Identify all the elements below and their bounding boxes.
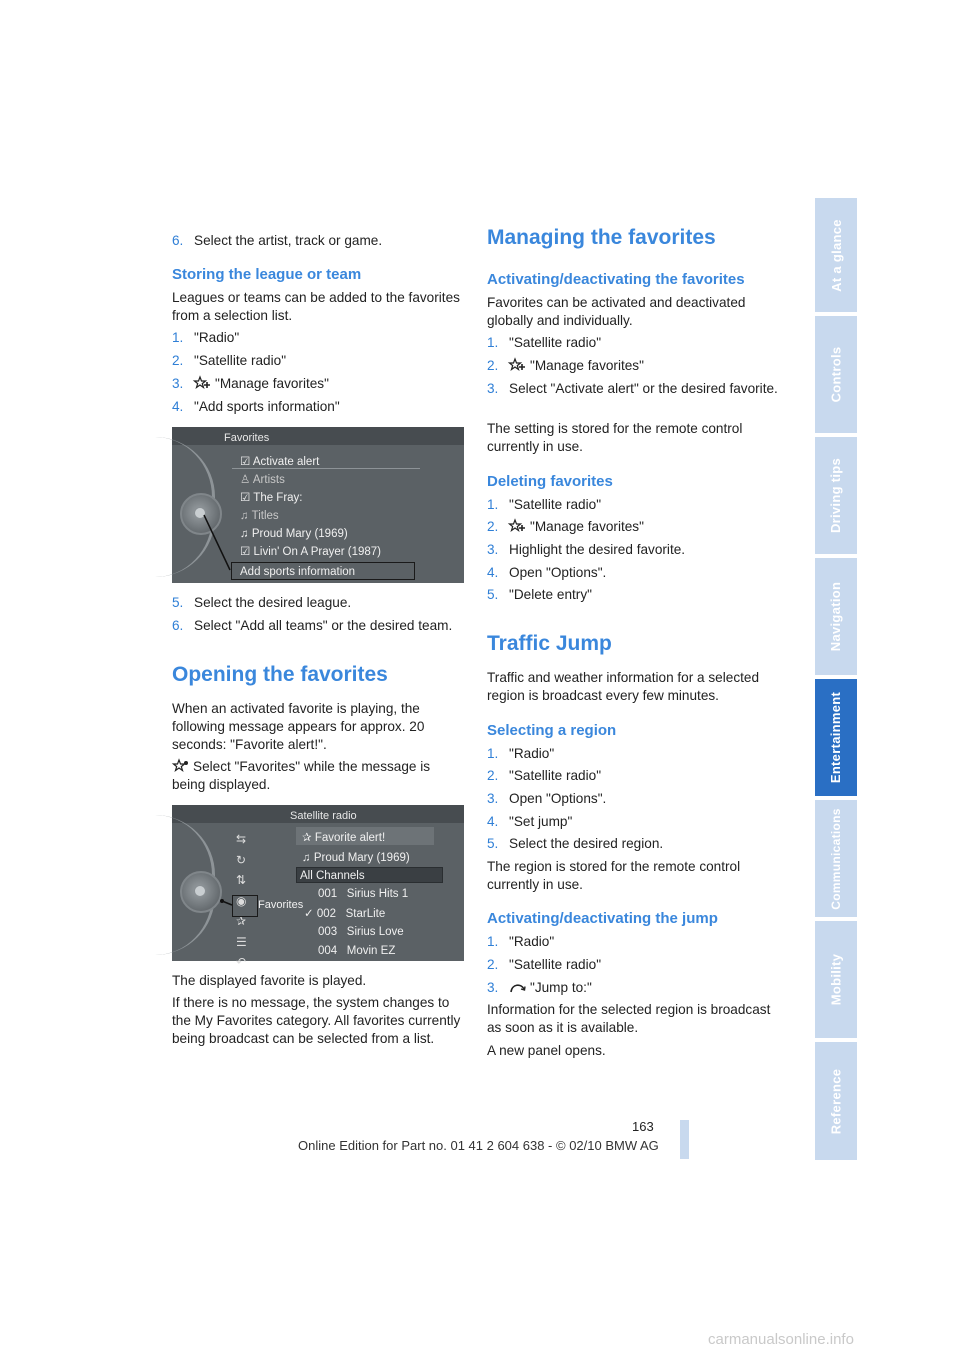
favorites-screen — [172, 427, 464, 583]
menu-item-highlighted: Add sports information — [240, 566, 356, 578]
paragraph: The region is stored for the remote control currently in use. — [487, 859, 741, 892]
channel-row: 003 Sirius Love — [318, 926, 404, 938]
list-item: 2. "Satellite radio" — [172, 353, 287, 368]
list-item: 1. "Radio" — [487, 746, 555, 761]
list-item: 4. "Add sports information" — [172, 399, 340, 414]
list-item: 6. Select "Add all teams" or the desired team. — [172, 618, 453, 633]
channel-row: ✓ 002 StarLite — [304, 908, 386, 920]
jump-icon: ↶ — [236, 955, 247, 969]
paragraph: Select "Favorites" while the message is being displayed. — [172, 759, 431, 792]
menu-item: ♫ Proud Mary (1969) — [240, 528, 348, 540]
watermark: carmanualsonline.info — [708, 1331, 854, 1348]
list-item: 2. "Manage favorites" — [487, 358, 644, 373]
chapter-tabs — [815, 198, 857, 1160]
channel-row: 001 Sirius Hits 1 — [318, 888, 409, 900]
paragraph: When an activated favorite is playing, the following message appears for approx. 20 seconds: "Favorite alert!". — [172, 701, 425, 752]
heading-traffic-jump: Traffic Jump — [487, 632, 612, 655]
screen-title: Satellite radio — [290, 810, 357, 822]
tab-driving-tips[interactable]: Driving tips — [815, 437, 857, 554]
menu-item: ☑ Livin' On A Prayer (1987) — [240, 546, 381, 558]
footer-bar — [680, 1120, 689, 1159]
paragraph: Favorites can be activated and deactivated globally and individually. — [487, 295, 746, 328]
list-item: 2. "Satellite radio" — [487, 768, 602, 783]
list-item: ✰ Favorite alert! — [302, 832, 386, 844]
manage-favorites-icon — [509, 358, 527, 372]
page-number: 163 — [632, 1119, 654, 1134]
paragraph: The setting is stored for the remote control currently in use. — [487, 421, 743, 454]
tab-at-a-glance[interactable]: At a glance — [815, 198, 857, 312]
list-item: 5. Select the desired region. — [487, 836, 664, 851]
manage-favorites-icon — [509, 519, 527, 533]
list-item: 2. "Manage favorites" — [487, 519, 644, 534]
heading-activating-jump: Activating/deactivating the jump — [487, 910, 718, 927]
tab-reference[interactable]: Reference — [815, 1042, 857, 1160]
tab-mobility[interactable]: Mobility — [815, 921, 857, 1038]
tab-communications[interactable]: Communications — [815, 800, 857, 917]
list-item: 3. Select "Activate alert" or the desired favorite. — [487, 381, 778, 396]
disc-icon: ◉ — [236, 893, 247, 908]
menu-item: ♫ Titles — [240, 510, 279, 522]
paragraph: Traffic and weather information for a selected region is broadcast every few minutes. — [487, 670, 760, 703]
list-item: 5. Select the desired league. — [172, 595, 352, 610]
list-item: 1. "Radio" — [487, 934, 555, 949]
heading-opening-favorites: Opening the favorites — [172, 663, 388, 686]
jump-icon — [509, 980, 527, 994]
favorites-icon — [172, 759, 190, 773]
list-item: 4. "Set jump" — [487, 814, 573, 829]
tab-entertainment[interactable]: Entertainment — [815, 679, 857, 796]
menu-item: ♙ Artists — [240, 474, 285, 486]
list-item: All Channels — [300, 870, 365, 882]
list-icon: ☰ — [236, 934, 247, 949]
screen-title: Favorites — [224, 432, 270, 444]
tab-navigation[interactable]: Navigation — [815, 558, 857, 675]
list-item: 3. "Manage favorites" — [172, 376, 329, 391]
callout-line — [172, 427, 464, 583]
list-item: 3. Open "Options". — [487, 791, 607, 806]
list-item: 1. "Satellite radio" — [487, 497, 602, 512]
paragraph: Information for the selected region is broadcast as soon as it is available. — [487, 1002, 771, 1035]
menu-item: ☑ The Fray: — [240, 492, 303, 504]
list-item: 3. Highlight the desired favorite. — [487, 542, 686, 557]
heading-activating-favorites: Activating/deactivating the favorites — [487, 271, 745, 288]
heading-deleting-favorites: Deleting favorites — [487, 473, 613, 490]
paragraph: A new panel opens. — [487, 1043, 606, 1058]
loop-icon: ↻ — [236, 852, 247, 867]
list-item: 6. Select the artist, track or game. — [172, 233, 383, 248]
heading-storing-league: Storing the league or team — [172, 266, 362, 283]
list-item: 2. "Satellite radio" — [487, 957, 602, 972]
sort-icon: ⇅ — [236, 873, 247, 887]
list-item: 4. Open "Options". — [487, 565, 607, 580]
manage-favorites-icon — [194, 376, 212, 390]
list-item: ♫ Proud Mary (1969) — [302, 852, 410, 864]
favorites-label: Favorites — [258, 899, 304, 911]
paragraph: If there is no message, the system changes to the My Favorites category. All favorites currently being broadcast can be selected from a list. — [172, 995, 461, 1046]
footer-text: Online Edition for Part no. 01 41 2 604 638 - © 02/10 BMW AG — [298, 1138, 659, 1153]
satellite-radio-screen — [172, 805, 464, 969]
tab-controls[interactable]: Controls — [815, 316, 857, 433]
list-item: 5. "Delete entry" — [487, 587, 592, 602]
list-item: 1. "Radio" — [172, 330, 240, 345]
heading-managing-favorites: Managing the favorites — [487, 226, 716, 249]
favorites-star-icon: ✰ — [236, 914, 247, 928]
list-item: 3. "Jump to:" — [487, 980, 592, 995]
heading-selecting-region: Selecting a region — [487, 722, 617, 739]
paragraph: The displayed favorite is played. — [172, 973, 367, 988]
shuffle-icon: ⇆ — [236, 832, 247, 846]
channel-row: 004 Movin EZ — [318, 945, 396, 957]
list-item: 1. "Satellite radio" — [487, 335, 602, 350]
menu-item: ☑ Activate alert — [240, 456, 320, 468]
paragraph: Leagues or teams can be added to the favorites from a selection list. — [172, 290, 460, 323]
